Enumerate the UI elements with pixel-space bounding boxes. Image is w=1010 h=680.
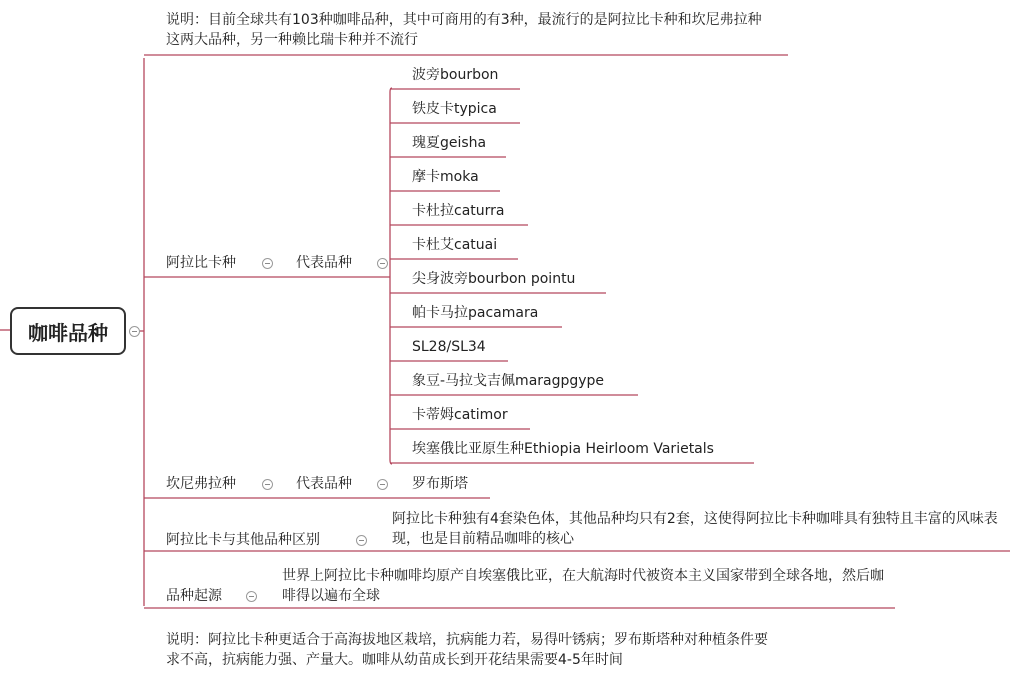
variety-item[interactable]: 铁皮卡typica bbox=[412, 101, 497, 117]
difference-text: 阿拉比卡种独有4套染色体，其他品种均只有2套，这使得阿拉比卡种咖啡具有独特且丰富的风味表现，也是目前精品咖啡的核心 bbox=[392, 511, 998, 547]
robusta-variety[interactable]: 罗布斯塔 bbox=[412, 476, 468, 492]
robusta-collapse-icon[interactable] bbox=[262, 479, 273, 490]
robusta-sub-topic[interactable]: 代表品种 bbox=[296, 476, 352, 492]
variety-item[interactable]: 尖身波旁bourbon pointu bbox=[412, 271, 576, 287]
root-collapse-icon[interactable] bbox=[129, 326, 140, 337]
difference-topic[interactable]: 阿拉比卡与其他品种区别 bbox=[166, 532, 320, 548]
origin-text: 世界上阿拉比卡种咖啡均原产自埃塞俄比亚，在大航海时代被资本主义国家带到全球各地，然后咖啡得以遍布全球 bbox=[282, 568, 884, 604]
variety-item[interactable]: SL28/SL34 bbox=[412, 339, 486, 355]
bottom-note bbox=[166, 630, 778, 670]
variety-item[interactable]: 埃塞俄比亚原生种Ethiopia Heirloom Varietals bbox=[412, 441, 714, 457]
arabica-sub-collapse-icon[interactable] bbox=[377, 258, 388, 269]
robusta-sub-collapse-icon[interactable] bbox=[377, 479, 388, 490]
top-note bbox=[166, 10, 766, 50]
variety-item[interactable]: 卡杜拉caturra bbox=[412, 203, 505, 219]
top-note-text: 说明：目前全球共有103种咖啡品种，其中可商用的有3种，最流行的是阿拉比卡种和坎尼弗拉种这两大品种，另一种赖比瑞卡种并不流行 bbox=[166, 12, 762, 48]
variety-item[interactable]: 瑰夏geisha bbox=[412, 135, 487, 151]
variety-item[interactable]: 帕卡马拉pacamara bbox=[412, 305, 539, 321]
origin-collapse-icon[interactable] bbox=[246, 591, 257, 602]
variety-spine bbox=[390, 88, 392, 464]
robusta-topic[interactable]: 坎尼弗拉种 bbox=[166, 476, 236, 492]
variety-item[interactable]: 摩卡moka bbox=[412, 169, 479, 185]
bottom-note-text: 说明：阿拉比卡种更适合于高海拔地区栽培，抗病能力若，易得叶锈病；罗布斯塔种对种植条件要求不高，抗病能力强、产量大。咖啡从幼苗成长到开花结果需要4-5年时间 bbox=[166, 632, 768, 668]
variety-item[interactable]: 波旁bourbon bbox=[412, 67, 499, 83]
root-topic[interactable] bbox=[10, 307, 126, 355]
variety-item[interactable]: 卡蒂姆catimor bbox=[412, 407, 508, 423]
variety-item[interactable]: 卡杜艾catuai bbox=[412, 237, 498, 253]
variety-item[interactable]: 象豆-马拉戈吉佩maragpgype bbox=[412, 373, 605, 389]
difference-collapse-icon[interactable] bbox=[356, 535, 367, 546]
arabica-collapse-icon[interactable] bbox=[262, 258, 273, 269]
arabica-sub-topic[interactable]: 代表品种 bbox=[296, 255, 352, 271]
arabica-topic[interactable]: 阿拉比卡种 bbox=[166, 255, 236, 271]
origin-topic[interactable]: 品种起源 bbox=[166, 588, 222, 604]
root-topic-label: 咖啡品种 bbox=[28, 320, 108, 345]
